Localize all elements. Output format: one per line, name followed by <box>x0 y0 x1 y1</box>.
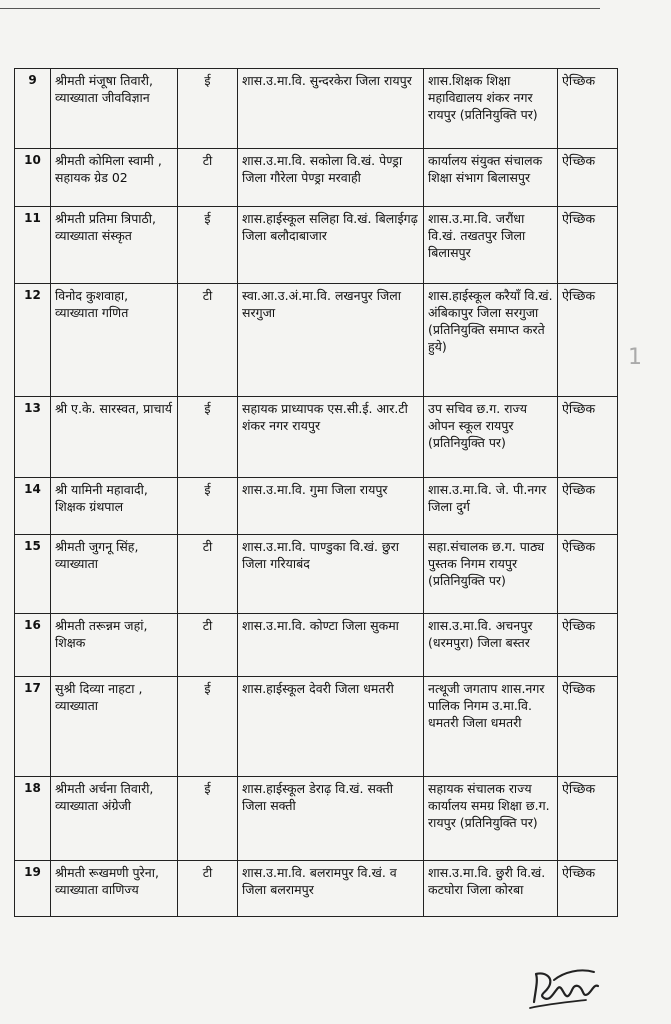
employee-name: श्रीमती मंजूषा तिवारी, व्याख्याता जीवविज्ञान <box>51 69 178 149</box>
transfer-type: ऐच्छिक <box>558 677 618 777</box>
new-posting: नत्थूजी जगताप शास.नगर पालिक निगम उ.मा.वि. धमतरी जिला धमतरी <box>424 677 558 777</box>
employee-name: श्रीमती प्रतिमा त्रिपाठी, व्याख्याता संस्कृत <box>51 207 178 284</box>
medium: टी <box>178 861 238 917</box>
table-row <box>15 284 618 397</box>
new-posting: शास.शिक्षक शिक्षा महाविद्यालय शंकर नगर रायपुर (प्रतिनियुक्ति पर) <box>424 69 558 149</box>
table-row <box>15 69 618 149</box>
transfer-type: ऐच्छिक <box>558 69 618 149</box>
employee-name: श्री ए.के. सारस्वत, प्राचार्य <box>51 397 178 478</box>
row-number: 16 <box>15 614 51 677</box>
table-row <box>15 861 618 917</box>
employee-name: श्रीमती अर्चना तिवारी, व्याख्याता अंग्रेजी <box>51 777 178 861</box>
transfer-type: ऐच्छिक <box>558 535 618 614</box>
employee-name: श्रीमती रूखमणी पुरेना, व्याख्याता वाणिज्य <box>51 861 178 917</box>
medium: ई <box>178 207 238 284</box>
row-number: 19 <box>15 861 51 917</box>
current-posting: शास.उ.मा.वि. गुमा जिला रायपुर <box>238 478 424 535</box>
new-posting: शास.उ.मा.वि. छुरी वि.खं. कटघोरा जिला कोरबा <box>424 861 558 917</box>
current-posting: शास.उ.मा.वि. बलरामपुर वि.खं. व जिला बलरामपुर <box>238 861 424 917</box>
current-posting: शास.हाईस्कूल सलिहा वि.खं. बिलाईगढ़ जिला बलौदाबाजार <box>238 207 424 284</box>
current-posting: शास.हाईस्कूल डेराढ़ वि.खं. सक्ती जिला सक्ती <box>238 777 424 861</box>
transfer-type: ऐच्छिक <box>558 614 618 677</box>
table-row <box>15 207 618 284</box>
transfer-type: ऐच्छिक <box>558 478 618 535</box>
current-posting: स्वा.आ.उ.अं.मा.वि. लखनपुर जिला सरगुजा <box>238 284 424 397</box>
medium: ई <box>178 69 238 149</box>
transfer-table <box>14 68 618 917</box>
row-number: 11 <box>15 207 51 284</box>
employee-name: श्रीमती तरून्नम जहां, शिक्षक <box>51 614 178 677</box>
row-number: 13 <box>15 397 51 478</box>
table-row <box>15 677 618 777</box>
row-number: 17 <box>15 677 51 777</box>
medium: ई <box>178 478 238 535</box>
table-row <box>15 397 618 478</box>
transfer-type: ऐच्छिक <box>558 284 618 397</box>
current-posting: शास.उ.मा.वि. कोण्टा जिला सुकमा <box>238 614 424 677</box>
signature <box>524 958 606 1016</box>
medium: ई <box>178 777 238 861</box>
medium: टी <box>178 614 238 677</box>
row-number: 15 <box>15 535 51 614</box>
new-posting: शास.उ.मा.वि. जरौंधा वि.खं. तखतपुर जिला बिलासपुर <box>424 207 558 284</box>
table-body <box>15 69 618 917</box>
transfer-type: ऐच्छिक <box>558 149 618 207</box>
new-posting: शास.हाईस्कूल करैयाँ वि.खं. अंबिकापुर जिला सरगुजा (प्रतिनियुक्ति समाप्त करते हुये) <box>424 284 558 397</box>
current-posting: शास.उ.मा.वि. पाण्डुका वि.खं. छुरा जिला गरियाबंद <box>238 535 424 614</box>
table-row <box>15 777 618 861</box>
current-posting: शास.उ.मा.वि. सकोला वि.खं. पेण्ड्रा जिला गौरेला पेण्ड्रा मरवाही <box>238 149 424 207</box>
new-posting: कार्यालय संयुक्त संचालक शिक्षा संभाग बिलासपुर <box>424 149 558 207</box>
employee-name: श्रीमती कोमिला स्वामी , सहायक ग्रेड 02 <box>51 149 178 207</box>
medium: टी <box>178 149 238 207</box>
table-row <box>15 614 618 677</box>
current-posting: शास.हाईस्कूल देवरी जिला धमतरी <box>238 677 424 777</box>
employee-name: विनोद कुशवाहा, व्याख्याता गणित <box>51 284 178 397</box>
row-number: 9 <box>15 69 51 149</box>
new-posting: शास.उ.मा.वि. अचनपुर (धरमपुरा) जिला बस्तर <box>424 614 558 677</box>
transfer-type: ऐच्छिक <box>558 397 618 478</box>
medium: टी <box>178 284 238 397</box>
medium: ई <box>178 397 238 478</box>
row-number: 12 <box>15 284 51 397</box>
transfer-type: ऐच्छिक <box>558 207 618 284</box>
current-posting: सहायक प्राध्यापक एस.सी.ई. आर.टी शंकर नगर रायपुर <box>238 397 424 478</box>
employee-name: श्रीमती जुगनू सिंह, व्याख्याता <box>51 535 178 614</box>
new-posting: शास.उ.मा.वि. जे. पी.नगर जिला दुर्ग <box>424 478 558 535</box>
transfer-type: ऐच्छिक <box>558 861 618 917</box>
table-row <box>15 535 618 614</box>
new-posting: सहायक संचालक राज्य कार्यालय समग्र शिक्षा छ.ग. रायपुर (प्रतिनियुक्ति पर) <box>424 777 558 861</box>
transfer-type: ऐच्छिक <box>558 777 618 861</box>
row-number: 10 <box>15 149 51 207</box>
table-row <box>15 478 618 535</box>
top-rule <box>0 8 600 9</box>
current-posting: शास.उ.मा.वि. सुन्दरकेरा जिला रायपुर <box>238 69 424 149</box>
medium: टी <box>178 535 238 614</box>
employee-name: श्री यामिनी महावादी, शिक्षक ग्रंथपाल <box>51 478 178 535</box>
employee-name: सुश्री दिव्या नाहटा , व्याख्याता <box>51 677 178 777</box>
medium: ई <box>178 677 238 777</box>
row-number: 18 <box>15 777 51 861</box>
table-row <box>15 149 618 207</box>
page-number: 1 <box>628 345 642 370</box>
row-number: 14 <box>15 478 51 535</box>
new-posting: सहा.संचालक छ.ग. पाठ्य पुस्तक निगम रायपुर (प्रतिनियुक्ति पर) <box>424 535 558 614</box>
new-posting: उप सचिव छ.ग. राज्य ओपन स्कूल रायपुर (प्रतिनियुक्ति पर) <box>424 397 558 478</box>
